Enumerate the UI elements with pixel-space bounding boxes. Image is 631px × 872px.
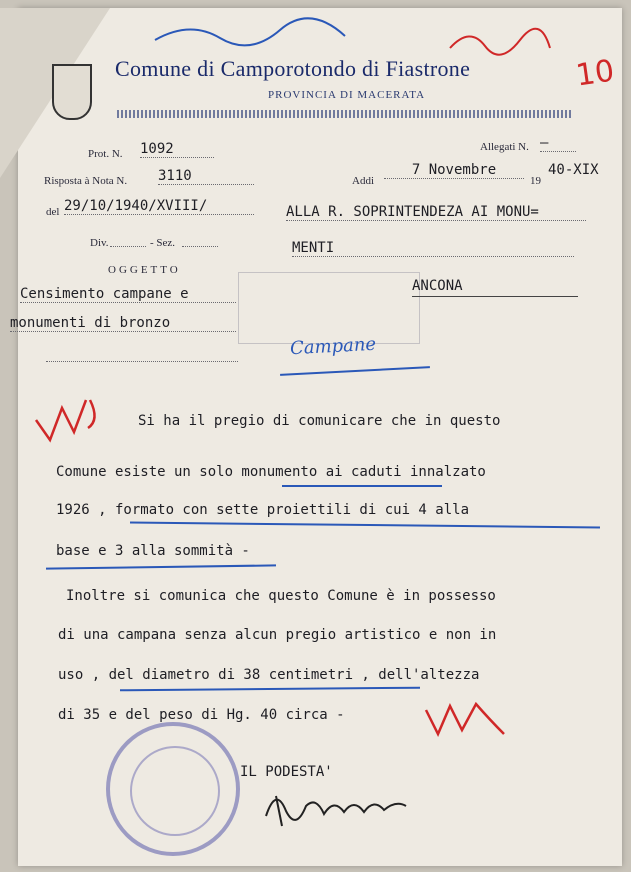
div-label: Div. xyxy=(90,237,109,249)
body-p1-line-1: Si ha il pregio di comunicare che in questo xyxy=(138,413,501,429)
sez-line xyxy=(182,236,218,247)
letterhead-subtitle: PROVINCIA DI MACERATA xyxy=(268,89,426,101)
addi-label: Addi xyxy=(352,175,374,187)
body-p1-line-2: Comune esiste un solo monumento ai caduti innalzato xyxy=(56,464,486,480)
oggetto-label: OGGETTO xyxy=(108,264,181,276)
red-scribble-top xyxy=(440,18,560,68)
sez-label: - Sez. xyxy=(150,237,176,249)
red-scribble-left xyxy=(30,380,110,450)
recipient-line-1: ALLA R. SOPRINTENDEZA AI MONU= xyxy=(286,204,586,221)
municipal-crest-icon xyxy=(52,64,92,120)
allegati-value: – xyxy=(540,135,576,152)
risposta-value: 3110 xyxy=(158,168,254,185)
handwritten-campane: Campane xyxy=(289,333,377,360)
body-p1-line-3: 1926 , formato con sette proiettili di cui 4 alla xyxy=(56,502,470,518)
letterhead-divider xyxy=(117,110,572,118)
signature-handwritten xyxy=(256,776,426,836)
div-line xyxy=(110,236,146,247)
body-p2-line-1: Inoltre si comunica che questo Comune è in possesso xyxy=(66,588,496,604)
year-prefix: 19 xyxy=(530,175,541,187)
body-p2-line-2: di una campana senza alcun pregio artistico e non in xyxy=(58,627,497,643)
red-scribble-bottom xyxy=(420,690,510,750)
subject-line-1: Censimento campane e xyxy=(20,286,236,303)
del-label: del xyxy=(46,206,60,218)
body-p2-line-4: di 35 e del peso di Hg. 40 circa - xyxy=(58,707,345,723)
blue-scribble-top xyxy=(150,10,350,50)
subject-line-2: monumenti di bronzo xyxy=(10,315,236,332)
recipient-underline xyxy=(412,296,578,297)
recipient-line-3: ANCONA xyxy=(412,278,463,294)
red-annotation-number: 10 xyxy=(573,53,617,94)
del-value: 29/10/1940/XVIII/ xyxy=(64,198,254,215)
blue-underline-monumento xyxy=(282,485,442,487)
signature-title: IL PODESTA' xyxy=(240,764,333,780)
recipient-line-2: MENTI xyxy=(292,240,574,257)
allegati-label: Allegati N. xyxy=(480,141,529,153)
risposta-label: Risposta à Nota N. xyxy=(44,175,128,187)
received-stamp xyxy=(238,272,420,344)
year-value: 40-XIX xyxy=(548,162,599,178)
body-p1-line-4: base e 3 alla sommità - xyxy=(56,543,250,559)
date-value: 7 Novembre xyxy=(384,162,524,179)
municipal-seal-stamp xyxy=(106,722,240,856)
subject-line-3 xyxy=(46,355,238,362)
prot-label: Prot. N. xyxy=(88,148,123,160)
body-p2-line-3: uso , del diametro di 38 centimetri , dell'altezza xyxy=(58,667,480,683)
prot-value: 1092 xyxy=(140,141,214,158)
letterhead-title: Comune di Camporotondo di Fiastrone xyxy=(115,56,471,81)
